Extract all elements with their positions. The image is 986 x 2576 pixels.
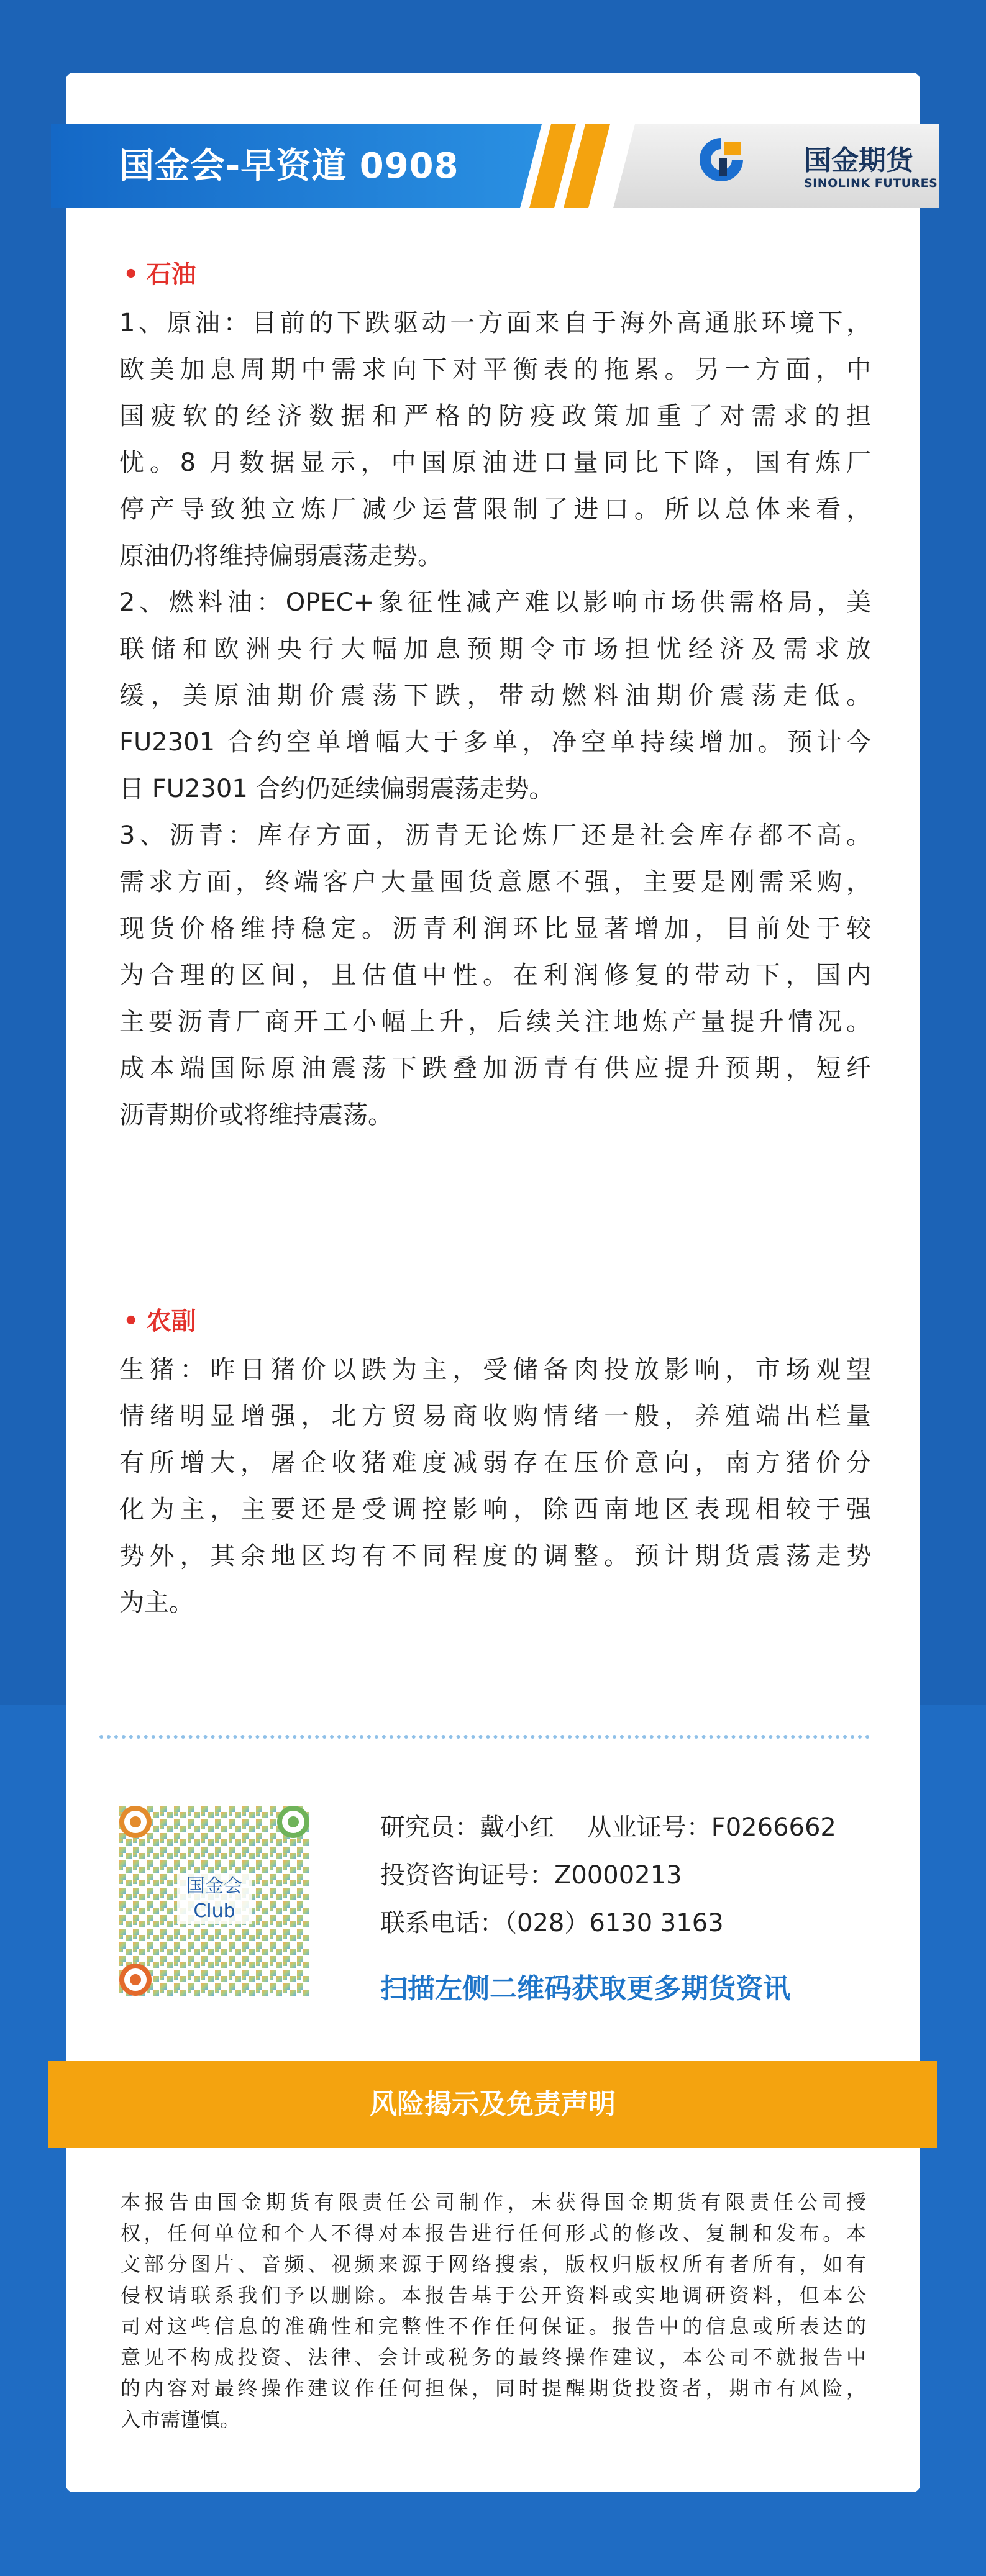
logo-text-cn: 国金期货 [804, 145, 913, 176]
oil-text-line: 需求方面，终端客户大量囤货意愿不强，主要是刚需采购， [119, 868, 871, 896]
disclaimer-line: 司对这些信息的准确性和完整性不作任何保证。报告中的信息或所表达的 [121, 2314, 866, 2338]
oil-text-line: 原油仍将维持偏弱震荡走势。 [119, 542, 442, 570]
scan-qr-prompt: 扫描左侧二维码获取更多期货资讯 [380, 1973, 790, 2005]
disclaimer-line: 本报告由国金期货有限责任公司制作，未获得国金期货有限责任公司授 [121, 2190, 866, 2214]
qr-center-label [177, 1874, 252, 1924]
oil-text-line: 沥青期价或将维持震荡。 [119, 1101, 393, 1129]
agri-text-line: 势外，其余地区均有不同程度的调整。预计期货震荡走势 [119, 1542, 871, 1570]
page-title: 国金会-早资道 0908 [119, 146, 459, 186]
oil-text-line: 1、原油：目前的下跌驱动一方面来自于海外高通胀环境下， [119, 309, 871, 337]
disclaimer-line: 文部分图片、音频、视频来源于网络搜索，版权归版权所有者所有，如有 [121, 2252, 866, 2276]
risk-disclosure-banner [48, 2061, 937, 2148]
disclaimer-line: 意见不构成投资、法律、会计或税务的最终操作建议，本公司不就报告中 [121, 2346, 866, 2369]
agri-text-line: 生猪：昨日猪价以跌为主，受储备肉投放影响，市场观望 [119, 1355, 871, 1384]
oil-text-line: FU2301 合约空单增幅大于多单，净空单持续增加。预计今 [119, 728, 871, 757]
oil-text-line: 为合理的区间，且估值中性。在利润修复的带动下，国内 [119, 961, 871, 990]
oil-text-line: 2、燃料油：OPEC+象征性减产难以影响市场供需格局，美 [119, 588, 871, 617]
oil-text-line: 日 FU2301 合约仍延续偏弱震荡走势。 [119, 775, 554, 803]
disclaimer-line: 的内容对最终操作建议作任何担保，同时提醒期货投资者，期市有风险， [121, 2377, 866, 2400]
oil-text-line: 主要沥青厂商开工小幅上升，后续关注地炼产量提升情况。 [119, 1008, 871, 1036]
advisory-cert: 投资咨询证号：Z0000213 [380, 1861, 682, 1890]
disclaimer-line: 入市需谨慎。 [121, 2408, 240, 2431]
oil-text-line: 现货价格维持稳定。沥青利润环比显著增加，目前处于较 [119, 914, 871, 943]
sinolink-logo-icon [697, 135, 746, 184]
disclaimer-line: 侵权请联系我们予以删除。本报告基于公开资料或实地调研资料，但本公 [121, 2283, 866, 2307]
oil-text-line: 停产导致独立炼厂减少运营限制了进口。所以总体来看， [119, 495, 871, 524]
disclaimer-line: 权，任何单位和个人不得对本报告进行任何形式的修改、复制和发布。本 [121, 2221, 866, 2245]
agri-text-line: 有所增大，屠企收猪难度减弱存在压价意向，南方猪价分 [119, 1449, 871, 1477]
logo-text-en: SINOLINK FUTURES [804, 176, 938, 190]
qr-label-line1: 国金会 [186, 1875, 242, 1897]
qr-code[interactable] [112, 1798, 317, 2003]
header-banner [51, 124, 939, 208]
researcher-info: 研究员：戴小红 从业证号：F0266662 [380, 1813, 836, 1842]
section-title-oil: • 石油 [123, 260, 196, 289]
agri-text-line: 化为主，主要还是受调控影响，除西南地区表现相较于强 [119, 1495, 871, 1524]
dotted-divider [99, 1735, 870, 1739]
oil-text-line: 3、沥青：库存方面，沥青无论炼厂还是社会库存都不高。 [119, 821, 871, 850]
risk-disclosure-title: 风险揭示及免责声明 [370, 2088, 616, 2120]
agri-text-line: 情绪明显增强，北方贸易商收购情绪一般，养殖端出栏量 [119, 1402, 871, 1431]
qr-label-line2: Club [193, 1900, 235, 1922]
oil-text-line: 成本端国际原油震荡下跌叠加沥青有供应提升预期，短纤 [119, 1054, 871, 1083]
oil-text-line: 联储和欧洲央行大幅加息预期令市场担忧经济及需求放 [119, 635, 871, 663]
section-title-agri: • 农副 [123, 1307, 196, 1336]
company-logo [697, 135, 938, 198]
oil-text-line: 缓，美原油期价震荡下跌，带动燃料油期价震荡走低。 [119, 681, 871, 710]
contact-phone: 联系电话：（028）6130 3163 [380, 1909, 724, 1937]
oil-text-line: 欧美加息周期中需求向下对平衡表的拖累。另一方面，中 [119, 355, 871, 384]
oil-text-line: 忧。8 月数据显示，中国原油进口量同比下降，国有炼厂 [119, 448, 871, 477]
agri-text-line: 为主。 [119, 1588, 194, 1617]
oil-text-line: 国疲软的经济数据和严格的防疫政策加重了对需求的担 [119, 402, 871, 430]
